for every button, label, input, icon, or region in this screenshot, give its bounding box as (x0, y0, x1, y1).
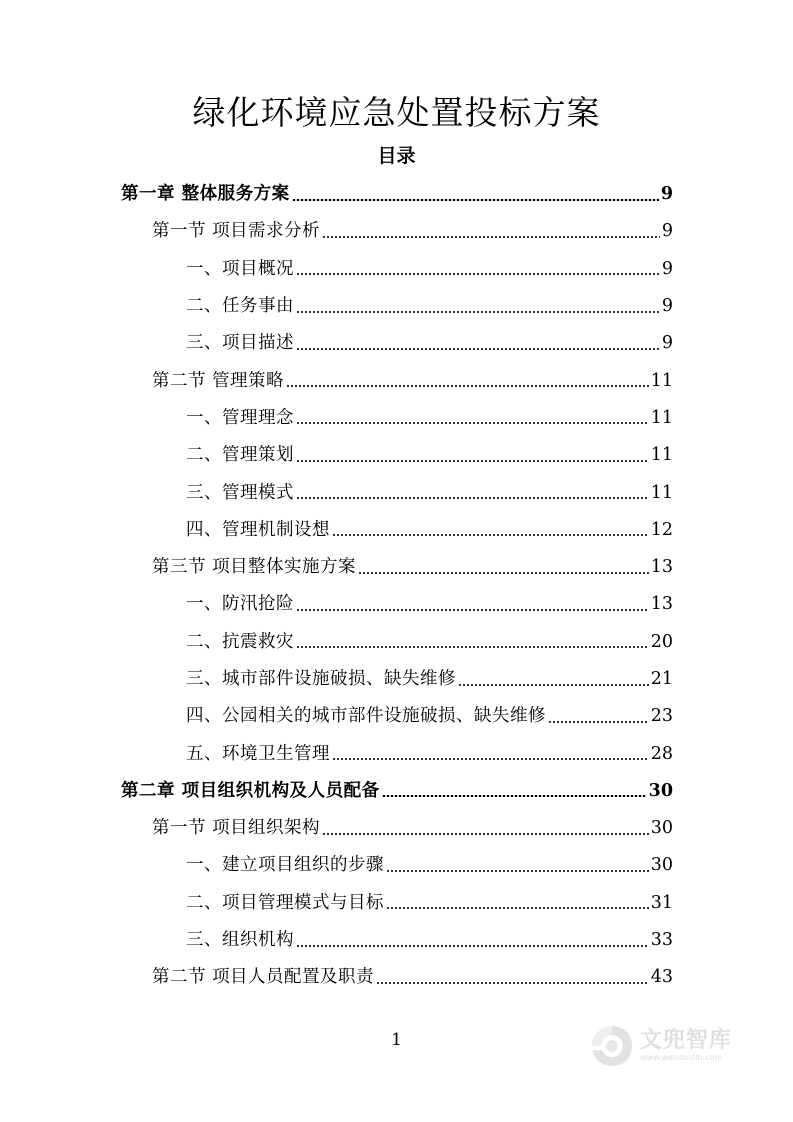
toc-entry-label: 第三节 项目整体实施方案 (152, 557, 357, 578)
toc-entry-label: 二、管理策划 (186, 445, 294, 466)
toc-entry[interactable] (0, 885, 793, 922)
toc-entry[interactable] (0, 437, 793, 474)
toc-entry-page: 43 (650, 967, 673, 988)
toc-entry-label: 三、城市部件设施破损、缺失维修 (186, 669, 456, 689)
toc-dot-leader (332, 758, 649, 760)
toc-entry-page: 9 (661, 296, 673, 317)
toc-entry-label: 第一节 项目组织架构 (152, 818, 321, 839)
toc-entry[interactable] (0, 586, 793, 623)
toc-entry-page: 20 (650, 631, 673, 652)
toc-entry-label: 第一节 项目需求分析 (152, 221, 321, 242)
toc-dot-leader (296, 422, 649, 424)
toc-entry-page: 21 (650, 669, 673, 689)
toc-entry-page: 9 (661, 258, 673, 279)
toc-dot-leader (322, 833, 649, 835)
toc-entry-page: 11 (650, 445, 673, 466)
toc-entry[interactable] (0, 288, 793, 325)
toc-entry[interactable] (0, 400, 793, 437)
toc-entry[interactable] (0, 549, 793, 586)
toc-entry-page: 31 (650, 892, 673, 913)
toc-entry-page: 33 (650, 930, 673, 951)
toc-entry-page: 9 (661, 221, 673, 242)
toc-dot-leader (358, 572, 649, 574)
toc-entry-page: 30 (650, 855, 673, 876)
toc-dot-leader (376, 982, 649, 984)
toc-entry-label: 第一章 整体服务方案 (121, 184, 290, 205)
toc-dot-leader (296, 609, 649, 611)
toc-entry-label: 三、项目描述 (186, 333, 294, 354)
toc-entry-label: 一、建立项目组织的步骤 (186, 855, 384, 876)
toc-entry-label: 第二节 管理策略 (152, 370, 285, 391)
toc-entry[interactable] (0, 512, 793, 549)
toc-entry-page: 13 (650, 557, 673, 578)
toc-entry-page: 30 (650, 818, 673, 839)
toc-entry[interactable] (0, 735, 793, 772)
toc-entry[interactable] (0, 624, 793, 661)
toc-entry-label: 二、抗震救灾 (186, 631, 294, 652)
toc-entry-page: 30 (648, 780, 673, 801)
toc-entry-label: 第二节 项目人员配置及职责 (152, 967, 375, 988)
toc-entry[interactable] (0, 698, 793, 735)
toc-entry[interactable] (0, 176, 793, 213)
toc-dot-leader (296, 945, 649, 947)
toc-entry[interactable] (0, 362, 793, 399)
toc-entry[interactable] (0, 325, 793, 362)
toc-entry[interactable] (0, 810, 793, 847)
toc-entry[interactable] (0, 847, 793, 884)
toc-entry-label: 三、组织机构 (186, 930, 294, 951)
wendou-logo-icon (588, 1022, 636, 1070)
toc-dot-leader (296, 273, 660, 275)
toc-dot-leader (458, 684, 649, 686)
toc-dot-leader (548, 721, 649, 723)
toc-dot-leader (296, 311, 660, 313)
toc-entry-page: 11 (650, 407, 673, 428)
toc-entry-label: 一、防汛抢险 (186, 594, 294, 615)
toc-entry[interactable] (0, 251, 793, 288)
toc-entry[interactable] (0, 661, 793, 698)
toc-entry[interactable] (0, 959, 793, 996)
toc-dot-leader (292, 198, 659, 201)
watermark (588, 1016, 758, 1076)
toc-dot-leader (296, 348, 660, 350)
toc-entry[interactable] (0, 922, 793, 959)
page-number: 1 (391, 1030, 402, 1050)
toc-dot-leader (382, 795, 647, 798)
table-of-contents (0, 176, 793, 997)
toc-dot-leader (386, 870, 649, 872)
toc-entry-page: 12 (650, 519, 673, 540)
toc-entry[interactable] (0, 474, 793, 511)
toc-entry-label: 二、项目管理模式与目标 (186, 892, 384, 913)
toc-entry-page: 9 (660, 184, 673, 205)
toc-entry-page: 28 (650, 743, 673, 764)
page-title: 绿化环境应急处置投标方案 (192, 93, 601, 132)
toc-entry[interactable] (0, 773, 793, 810)
toc-dot-leader (332, 534, 649, 536)
toc-entry-label: 第二章 项目组织机构及人员配备 (121, 780, 380, 801)
toc-entry-label: 五、环境卫生管理 (186, 743, 330, 764)
toc-entry-label: 二、任务事由 (186, 296, 294, 317)
toc-entry-label: 四、公园相关的城市部件设施破损、缺失维修 (186, 706, 546, 727)
toc-entry-page: 13 (650, 594, 673, 615)
toc-entry-page: 23 (650, 706, 673, 727)
toc-dot-leader (296, 460, 649, 462)
toc-entry-page: 9 (661, 333, 673, 354)
toc-dot-leader (386, 907, 649, 909)
toc-entry-page: 11 (650, 370, 673, 391)
toc-entry[interactable] (0, 213, 793, 250)
toc-dot-leader (322, 236, 660, 238)
toc-entry-page: 11 (650, 482, 673, 503)
watermark-url: www.wendoulib.com (640, 1053, 723, 1062)
toc-dot-leader (296, 646, 649, 648)
toc-entry-label: 三、管理模式 (186, 482, 294, 503)
toc-dot-leader (286, 385, 649, 387)
toc-entry-label: 四、管理机制设想 (186, 519, 330, 540)
toc-heading: 目录 (377, 145, 416, 167)
toc-entry-label: 一、管理理念 (186, 407, 294, 428)
toc-dot-leader (296, 497, 649, 499)
watermark-name: 文兜智库 (640, 1028, 733, 1053)
toc-entry-label: 一、项目概况 (186, 258, 294, 279)
